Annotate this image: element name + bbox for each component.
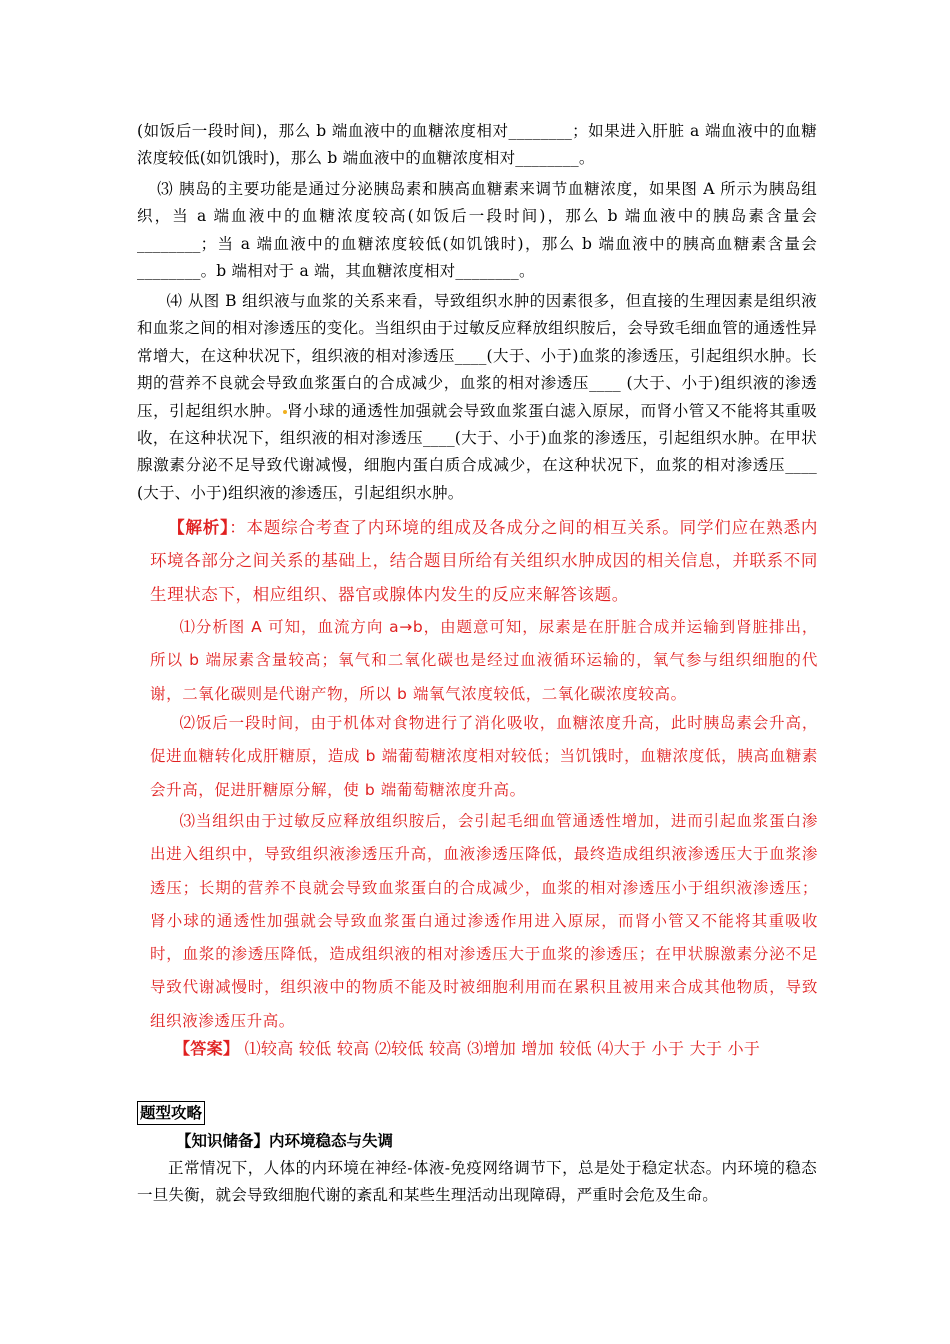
analysis-part2: ⑵饭后一段时间，由于机体对食物进行了消化吸收，血糖浓度升高，此时胰岛素会升高，促进血糖转化成肝糖原，造成 b 端葡萄糖浓度相对较低；当饥饿时，血糖浓度低，胰高血糖素会升高，促进肝糖原分解，使 b 端葡萄糖浓度升高。 [150, 714, 818, 799]
question-part4 [137, 288, 817, 507]
knowledge-title: 【知识储备】内环境稳态与失调 [176, 1132, 394, 1150]
answer [150, 1034, 818, 1064]
strategy-box-title: 题型攻略 [137, 1101, 205, 1125]
analysis-part3: ⑶当组织由于过敏反应释放组织胺后，会引起毛细血管通透性增加，进而引起血浆蛋白渗出进入组织中，导致组织液渗透压升高，血液渗透压降低，最终造成组织液渗透压大于血浆渗透压；长期的营养不良就会导致血浆蛋白的合成减少，血浆的相对渗透压小于组织液渗透压；肾小球的通透性加强就会导致血浆蛋白通过渗透作用进入原尿，而肾小管又不能将其重吸收时，血浆的渗透压降低，造成组织液的相对渗透压大于血浆的渗透压；在甲状腺激素分泌不足导致代谢减慢时，组织液中的物质不能及时被细胞利用而在累积且被用来合成其他物质，导致组织液渗透压升高。 [150, 812, 818, 1030]
knowledge-paragraph: 正常情况下，人体的内环境在神经-体液-免疫网络调节下，总是处于稳定状态。内环境的稳态一旦失衡，就会导致细胞代谢的紊乱和某些生理活动出现障碍，严重时会危及生命。 [137, 1159, 817, 1205]
analysis-intro [150, 511, 818, 611]
question-part3: ⑶ 胰岛的主要功能是通过分泌胰岛素和胰高血糖素来调节血糖浓度，如果图 A 所示为胰岛组织，当 a 端血液中的血糖浓度较高(如饭后一段时间)，那么 b 端血液中的胰岛素含量会________；当 a 端血液中的血糖浓度较低(如饥饿时)，那么 b 端血液中的胰高血糖素含量会________。b 端相对于 a 端，其血糖浓度相对________。 [137, 180, 817, 281]
question-part2-continued: (如饭后一段时间)，那么 b 端血液中的血糖浓度相对________；如果进入肝脏 a 端血液中的血糖浓度较低(如饥饿时)，那么 b 端血液中的血糖浓度相对________。 [137, 122, 817, 168]
analysis-label: 【解析】 [168, 518, 230, 537]
question-part4-b: 肾小球的通透性加强就会导致血浆蛋白滤入原尿，而肾小管又不能将其重吸收，在这种状况下，组织液的相对渗透压____(大于、小于)血浆的渗透压，引起组织水肿。在甲状腺激素分泌不足导致代谢减慢，细胞内蛋白质合成减少，在这种状况下，血浆的相对渗透压____ (大于、小于)组织液的渗透压，引起组织水肿。 [137, 401, 817, 502]
analysis-part1: ⑴分析图 A 可知，血流方向 a→b，由题意可知，尿素是在肝脏合成并运输到肾脏排出，所以 b 端尿素含量较高；氧气和二氧化碳也是经过血液循环运输的，氧气参与组织细胞的代谢，二氧化碳则是代谢产物，所以 b 端氧气浓度较低，二氧化碳浓度较高。 [150, 618, 818, 703]
answer-label: 【答案】 [174, 1039, 240, 1058]
answer-text: ⑴较高 较低 较高 ⑵较低 较高 ⑶增加 增加 较低 ⑷大于 小于 大于 小于 [239, 1039, 761, 1058]
analysis-intro-text: ：本题综合考查了内环境的组成及各成分之间的相互关系。同学们应在熟悉内环境各部分之间关系的基础上，结合题目所给有关组织水肿成因的相关信息，并联系不同生理状态下，相应组织、器官或腺体内发生的反应来解答该题。 [150, 518, 818, 604]
question-part4-a: ⑷ 从图 B 组织液与血浆的关系来看，导致组织水肿的因素很多，但直接的生理因素是组织液和血浆之间的相对渗透压的变化。当组织由于过敏反应释放组织胺后，会导致毛细血管的通透性异常增大，在这种状况下，组织液的相对渗透压____(大于、小于)血浆的渗透压，引起组织水肿。长期的营养不良就会导致血浆蛋白的合成减少，血浆的相对渗透压____ (大于、小于)组织液的渗透压，引起组织水肿。 [137, 292, 817, 420]
